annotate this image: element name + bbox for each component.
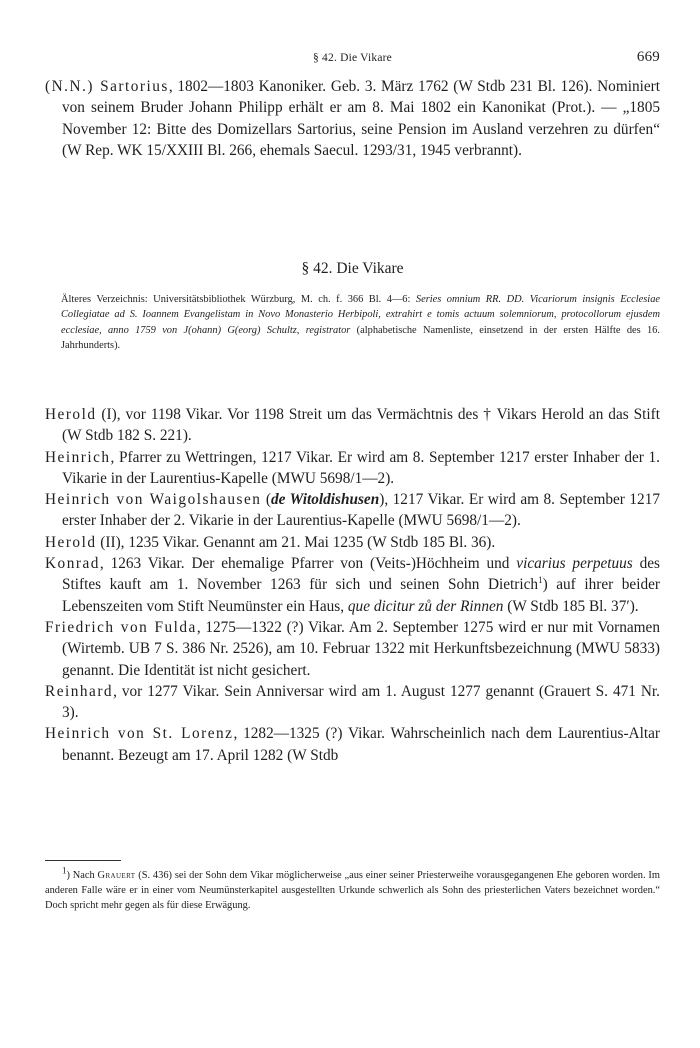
entry-name: (N.N.) Sartorius [45,78,169,95]
latin-name: de Witoldishusen [271,491,380,509]
entry-name: Heinrich [45,448,111,466]
entry-heinrich-st-lorenz [45,723,660,766]
book-page [45,0,660,1048]
entry-text: ), 1217 Vikar. Er wird am 8. September 1217 erster Inhaber der 2. Vikarie in der Laurentius-Kapelle (MWU 5698/1—2). [62,491,660,530]
running-title: § 42. Die Vikare [313,52,392,64]
entry-heinrich-waigolshausen [45,489,660,532]
entry-text-pre: ( [261,491,272,509]
footnote-divider [45,860,121,861]
entry-text: , Pfarrer zu Wettringen, 1217 Vikar. Er wird am 8. September 1217 erster Inhaber der 1. Vikarie in der Laurentius-Kapelle (MWU 5698/1—2). [62,448,660,487]
entry-name: Friedrich von Fulda [45,618,197,636]
entry-text: ) auf ihrer beider Lebenszeiten vom Stift Neumünster ein Haus, [62,576,660,615]
entry-name: Herold [45,533,97,551]
footnote-reference[interactable]: 1 [538,575,543,586]
continued-section [45,76,660,161]
footnote [45,865,660,914]
source-note [61,292,660,354]
footnote-mark: 1 [62,865,67,876]
entry-text: (W Stdb 185 Bl. 37′). [503,597,639,615]
entry-text: , 1282—1325 (?) Vikar. Wahrscheinlich nach dem Laurentius-Altar benannt. Bezeugt am 17. April 1282 (W Stdb [62,725,660,764]
vicar-list [45,404,660,766]
source-note-title: Series omnium RR. DD. Vicariorum insignis Ecclesiae Collegiatae ad S. Ioannem Evangelistam in Novo Monasterio Herbipoli, extrahirt e tomis actuum solemniorum, protocollorum ejusdem ecclesiae, anno 1759 von J(ohann) G(eorg) Schultz, registrator [61,294,660,336]
entry-text: , 1275—1322 (?) Vikar. Am 2. September 1275 wird er nur mit Vornamen (Wirtemb. UB 7 S. 386 Nr. 2526), am 10. Februar 1322 mit Herkunftsbezeichnung (MWU 5833) genannt. Die Identität ist nicht gesichert. [62,618,660,679]
section-title: § 42. Die Vikare [301,260,404,277]
entry-sartorius [45,76,660,161]
running-head [45,50,660,70]
entry-name: Heinrich von St. Lorenz [45,725,234,743]
entry-name: Konrad [45,555,100,573]
entry-herold-2 [45,532,660,553]
entry-name: Reinhard [45,682,114,700]
page-number: 669 [636,49,660,65]
entry-text: des Stiftes kauft am 1. November 1263 für sich und seinen Sohn Dietrich [62,555,661,594]
entry-reinhard [45,681,660,724]
entry-text: (I), vor 1198 Vikar. Vor 1198 Streit um das Vermächtnis des † Vikars Herold an das Stift (W Stdb 182 S. 221). [62,406,660,445]
source-note-outro: (alphabetische Namenliste, einsetzend in der ersten Hälfte des 16. Jahrhunderts). [61,324,660,352]
entry-herold-1 [45,404,660,447]
latin-phrase: vicarius perpetuus [516,555,633,573]
entry-text: , 1263 Vikar. Der ehemalige Pfarrer von (Veits-)Höchheim und [99,555,517,573]
entry-name: Heinrich von Waigolshausen [45,491,262,509]
entry-name: Herold [45,406,97,423]
entry-text: , vor 1277 Vikar. Sein Anniversar wird am 1. August 1277 genannt (Grauert S. 471 Nr. 3). [62,682,660,722]
footnote-author: Grauert [97,870,136,881]
footnote-text: (S. 436) sei der Sohn dem Vikar möglicherweise „aus einer seiner Priesterweihe vorausgegangenen Ehe geboren worden. Im anderen Falle wäre er in einer vom Neumünsterkapitel ausgestellten Urkunde schwerlich als Sohn des priesterlichen Vaters bezeichnet worden.“ Doch spricht mehr gegen als für diese Erwägung. [45,870,660,912]
entry-heinrich [45,447,660,490]
entry-konrad [45,553,660,617]
latin-phrase: que dicitur zů der Rinnen [347,597,504,615]
entry-friedrich-fulda [45,617,660,681]
source-note-intro: Älteres Verzeichnis: Universitätsbibliothek Würzburg, M. ch. f. 366 Bl. 4—6: [61,294,416,305]
entry-text: , 1802—1803 Kanoniker. Geb. 3. März 1762 (W Stdb 231 Bl. 126). Nominiert von seinem Bruder Johann Philipp erhält er am 8. Mai 1802 ein Kanonikat (Prot.). — „1805 November 12: Bitte des Domizellars Sartorius, seine Pension im Ausland verzehren zu dürfen“ (W Rep. WK 15/XXIII Bl. 266, ehemals Saecul. 1293/31, 1945 verbrannt). [62,78,660,159]
entry-text: (II), 1235 Vikar. Genannt am 21. Mai 1235 (W Stdb 185 Bl. 36). [96,533,496,551]
footnote-text: ) Nach [66,870,98,881]
